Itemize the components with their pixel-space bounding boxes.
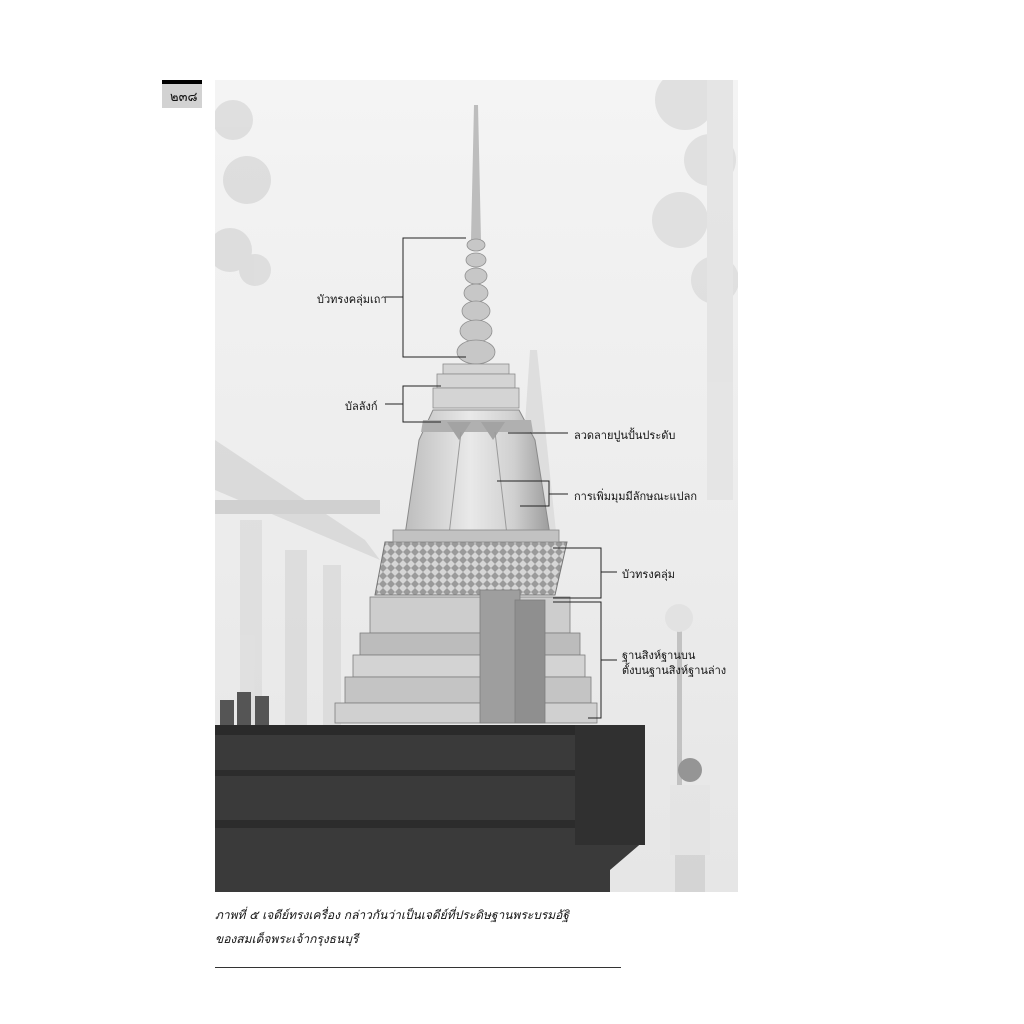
label-than-sing-line1: ฐานสิงห์ฐานบน: [622, 649, 696, 662]
label-banlang: บัลลังก์: [345, 400, 378, 413]
label-than-sing-line2: ตั้งบนฐานสิงห์ฐานล่าง: [622, 664, 727, 677]
label-bua-thong-khum-thao: บัวทรงคลุ่มเถา: [317, 293, 387, 306]
figure-caption-line1: ภาพที่ ๕ เจดีย์ทรงเครื่อง กล่าวกันว่าเป็นเจดีย์ที่ประดิษฐานพระบรมอัฐิ: [215, 908, 570, 922]
label-phoem-mum: การเพิ่มมุมมีลักษณะแปลก: [574, 490, 697, 503]
page-number: ๒๓๘: [170, 90, 198, 105]
caption-divider: [215, 967, 621, 968]
label-bua-thong-khum: บัวทรงคลุ่ม: [622, 568, 676, 581]
figure-caption-line2: ของสมเด็จพระเจ้ากรุงธนบุรี: [215, 932, 359, 946]
label-lai-pun-pan: ลวดลายปูนปั้นประดับ: [574, 429, 676, 442]
